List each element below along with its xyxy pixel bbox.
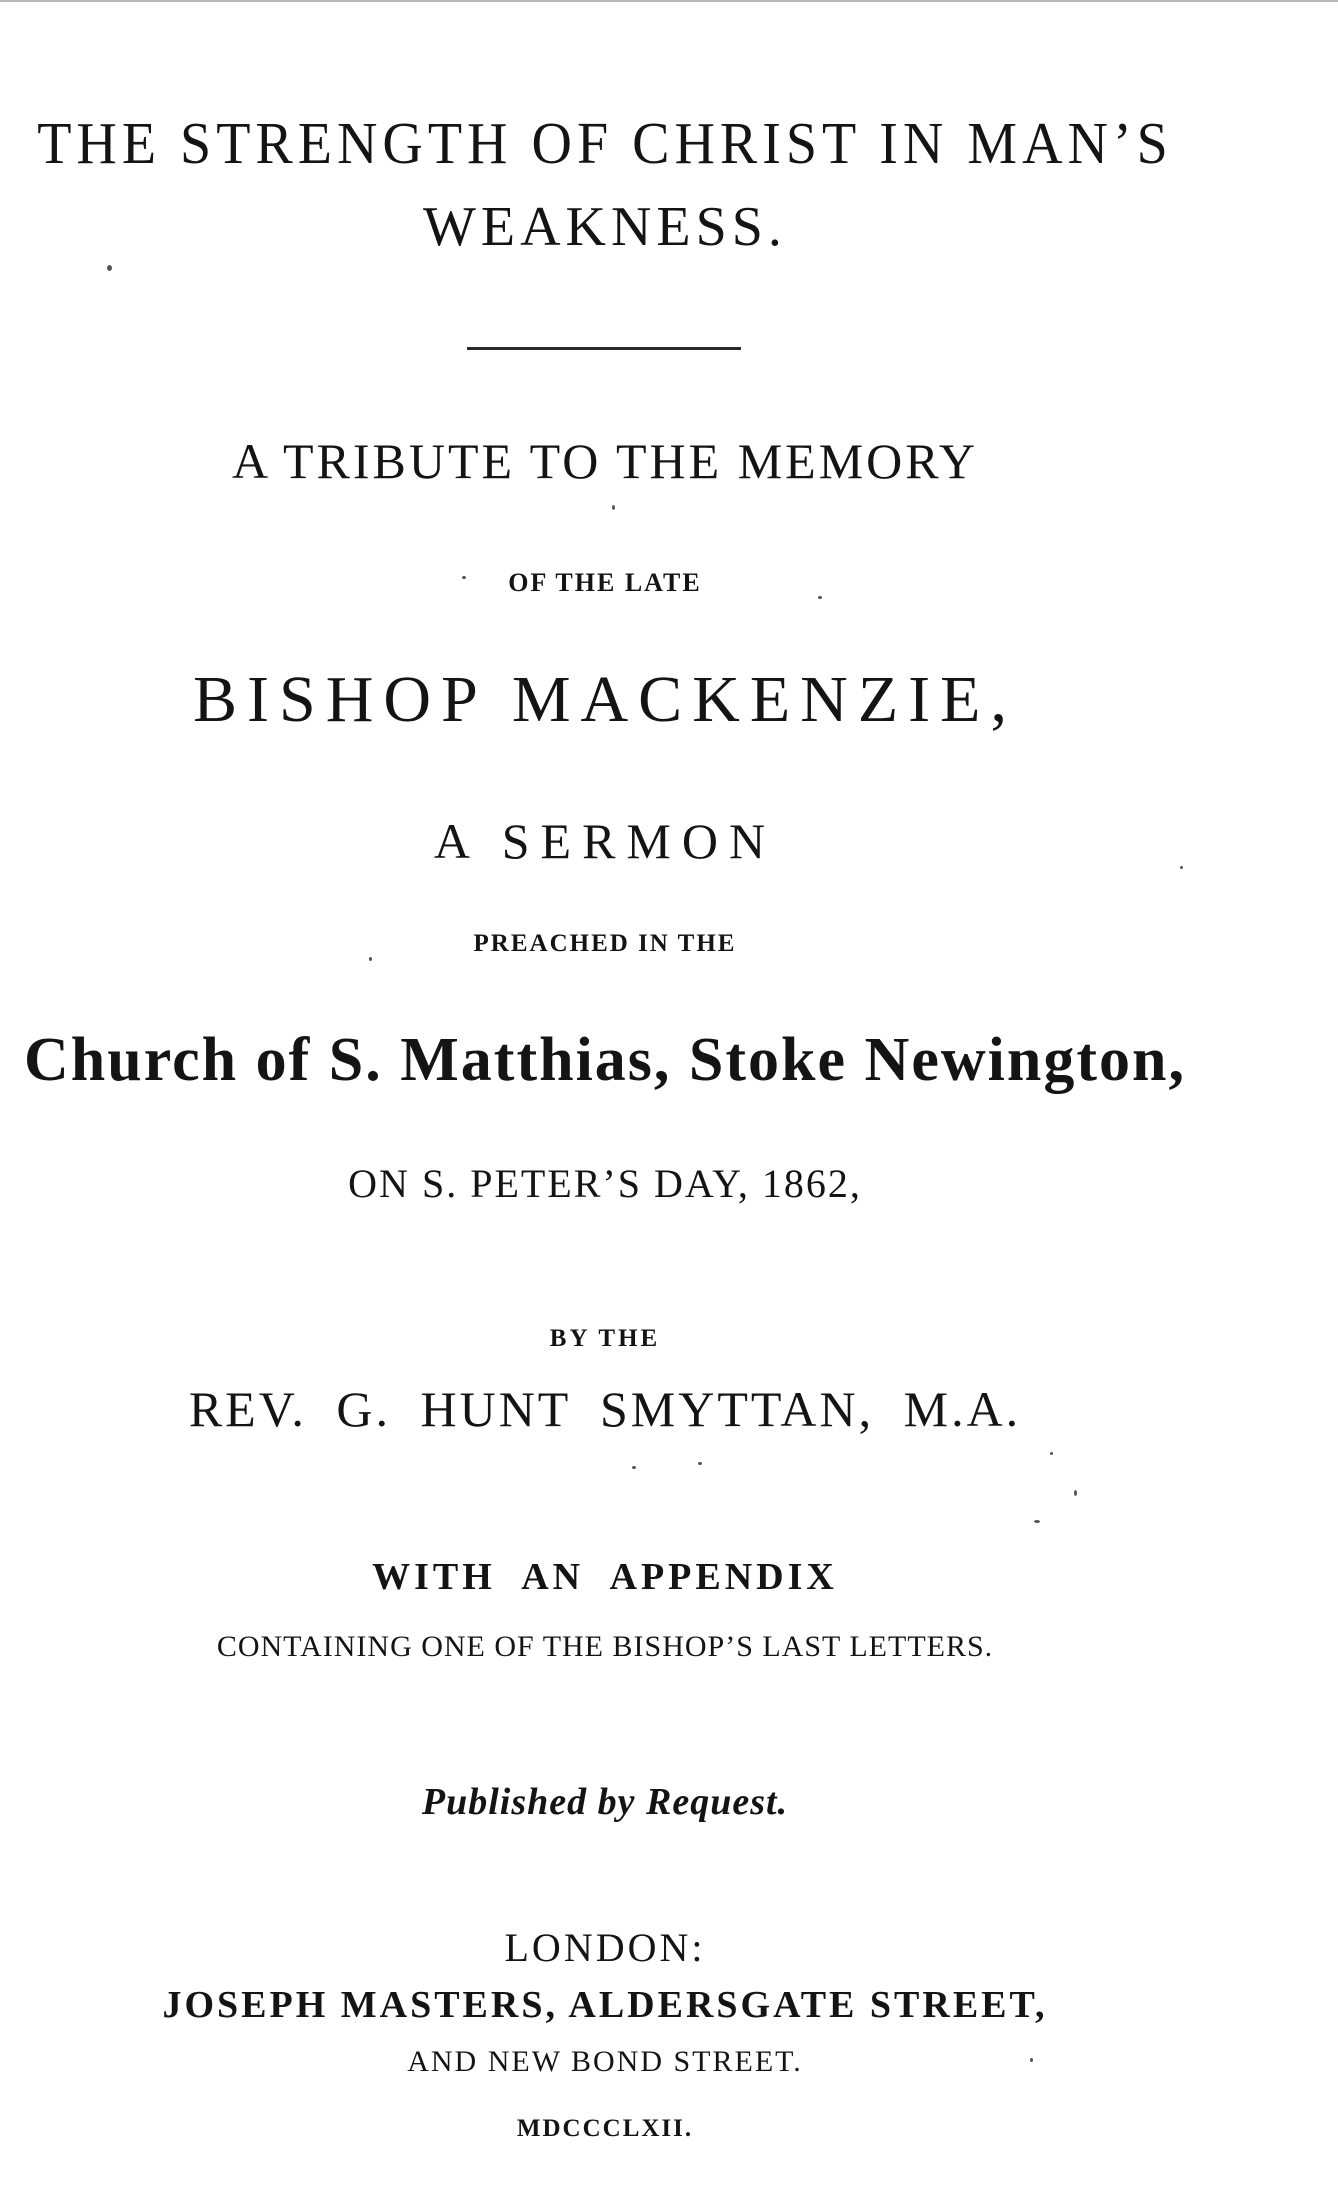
print-speck (632, 1466, 636, 1469)
tribute-line: A TRIBUTE TO THE MEMORY (232, 433, 978, 489)
title-line-1: THE STRENGTH OF CHRIST IN MAN’S (37, 111, 1173, 177)
preached-in-the-line: PREACHED IN THE (473, 930, 737, 957)
imprint-publisher: JOSEPH MASTERS, ALDERSGATE STREET, (162, 1984, 1048, 2026)
by-the-line: BY THE (549, 1325, 661, 1352)
print-speck (369, 957, 372, 961)
subject-name: BISHOP MACKENZIE, (193, 663, 1017, 736)
print-speck (1034, 1520, 1040, 1523)
sermon-heading: A SERMON (433, 813, 777, 869)
published-by-request-blackletter: Published by Request. (421, 1781, 789, 1823)
church-name-blackletter: Church of S. Matthias, Stoke Newington, (24, 1026, 1186, 1094)
of-the-late-line: OF THE LATE (508, 568, 702, 597)
print-speck (1180, 866, 1183, 869)
appendix-heading: WITH AN APPENDIX (372, 1556, 838, 1598)
author-name: REV. G. HUNT SMYTTAN, M.A. (188, 1381, 1022, 1437)
print-speck (1030, 2058, 1033, 2062)
top-border-rule (0, 0, 1338, 2)
print-speck (1074, 1490, 1077, 1496)
print-speck (1050, 1452, 1053, 1455)
appendix-detail: CONTAINING ONE OF THE BISHOP’S LAST LETTERS. (216, 1630, 994, 1663)
title-line-2: WEAKNESS. (423, 196, 787, 258)
print-speck (698, 1462, 702, 1465)
title-divider-rule (467, 347, 741, 350)
imprint-year: MDCCCLXII. (516, 2115, 694, 2142)
imprint-city: LONDON: (504, 1925, 706, 1970)
print-speck (612, 505, 615, 510)
date-line: ON S. PETER’S DAY, 1862, (348, 1161, 862, 1206)
print-speck (107, 265, 112, 271)
imprint-address: AND NEW BOND STREET. (407, 2045, 803, 2078)
